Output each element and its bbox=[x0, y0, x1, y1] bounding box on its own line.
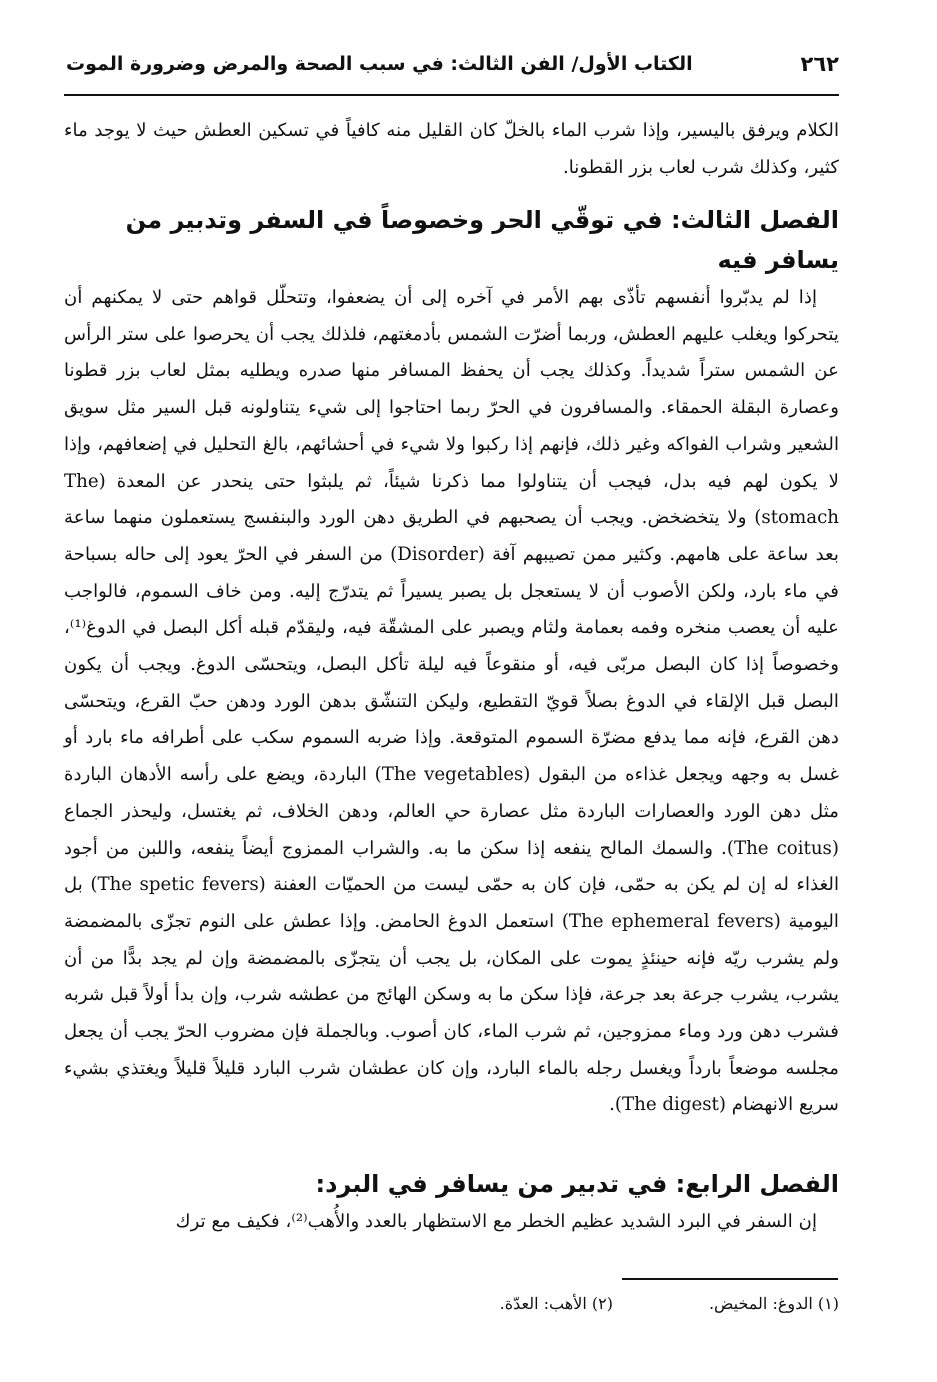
intro-block bbox=[64, 113, 839, 186]
section-4 bbox=[64, 1164, 839, 1241]
section-4-paragraph: إن السفر في البرد الشديد عظيم الخطر مع الاستظهار بالعدد والأُهب⁽²⁾، فكيف مع ترك bbox=[175, 1211, 817, 1232]
footnote-rule bbox=[622, 1278, 838, 1280]
section-3 bbox=[64, 200, 839, 1124]
footnote-2: (٢) الأهب: العدّة. bbox=[499, 1294, 613, 1313]
section-3-paragraph: إذا لم يدبّروا أنفسهم تأذّى بهم الأمر في آخره إلى أن يضعفوا، وتتحلّل قواهم حتى لا يمكنهم أن يتحركوا ويغلب عليهم العطش، وربما أضرّت الشمس بأدمغتهم، فلذلك يجب أن يحرصوا على ستر الرأس عن الشمس ستراً شديداً. وكذلك يجب أن يحفظ المسافر منها صدره ويطليه بمثل لعاب بزر قطونا وعصارة البقلة الحمقاء. والمسافرون في الحرّ ربما احتاجوا إلى شيء يتناولونه قبل السير مثل سويق الشعير وشراب الفواكه وغير ذلك، فإنهم إذا ركبوا ولا شيء في أحشائهم، بالغ التحليل في إضعافهم، وإذا لا يكون لهم فيه بدل، فيجب أن يتناولوا مما ذكرنا شيئاً، ثم يلبثوا حتى ينحدر عن المعدة (The stomach) ولا يتخضخض. ويجب أن يصحبهم في الطريق دهن الورد والبنفسج يستعملون منهما ساعة بعد ساعة على هامهم. وكثير ممن تصيبهم آفة (Disorder) من السفر في الحرّ يعود إلى حاله بسباحة في ماء بارد، ولكن الأصوب أن لا يستعجل بل يصبر يسيراً ثم يتدرّج إليه. ومن خاف السموم، فالواجب عليه أن يعصب منخره وفمه بعمامة ولثام ويصبر على المشقّة فيه، وليقدّم قبله أكل البصل في الدوغ⁽¹⁾، وخصوصاً إذا كان البصل مربّى فيه، أو منقوعاً فيه ليلة تأكل البصل، ويتحسّى الدوغ. ويجب أن يكون البصل قبل الإلقاء في الدوغ بصلاً قويّ التقطيع، وليكن التنشّق بدهن الورد ودهن حبّ القرع، ويتحسّى دهن القرع، فإنه مما يدفع مضرّة السموم المتوقعة. وإذا ضربه السموم سكب على أطرافه ماء بارد أو غسل به وجهه ويجعل غذاءه من البقول (The vegetables) الباردة، ويضع على رأسه الأدهان الباردة مثل دهن الورد والعصارات الباردة مثل عصارة حي العالم، ودهن الخلاف، ثم يغتسل، وليحذر الجماع (The coitus). والسمك المالح ينفعه إذا سكن ما به. والشراب الممزوج أيضاً ينفعه، واللبن من أجود الغذاء له إن لم يكن به حمّى، فإن كان به حمّى ليست من الحميّات العفنة (The spetic fevers) بل اليومية (The ephemeral fevers) استعمل الدوغ الحامض. وإذا عطش على النوم تجزّى بالمضمضة ولم يشرب ريّه فإنه حينئذٍ يموت على المكان، بل يجب أن يتجزّى بالمضمضة وإن لم يجد بدًّا من أن يشرب، يشرب جرعة بعد جرعة، فإذا سكن ما به وسكن الهائج من عطشه شرب، وإن بدأ أولاً قبل شربه فشرب دهن ورد وماء ممزوجين، ثم شرب الماء، كان أصوب. وبالجملة فإن مضروب الحرّ يجب أن يجعل مجلسه موضعاً بارداً ويغسل رجله بالماء البارد، وإن كان عطشان شرب البارد قليلاً قليلاً ويغتذي بشيء سريع الانهضام (The digest). bbox=[64, 287, 839, 1116]
header-rule bbox=[64, 94, 839, 96]
footnotes bbox=[64, 1290, 839, 1318]
running-title: الكتاب الأول/ الفن الثالث: في سبب الصحة والمرض وضرورة الموت bbox=[66, 53, 693, 75]
section-3-heading: الفصل الثالث: في توقّي الحر وخصوصاً في السفر وتدبير من يسافر فيه bbox=[125, 206, 839, 274]
section-4-heading: الفصل الرابع: في تدبير من يسافر في البرد: bbox=[315, 1170, 839, 1198]
page-number: ٢٦٢ bbox=[800, 52, 839, 76]
footnote-1: (١) الدوغ: المخيض. bbox=[708, 1294, 839, 1313]
running-header bbox=[66, 44, 839, 84]
intro-paragraph: الكلام ويرفق باليسير، وإذا شرب الماء بالخلّ كان القليل منه كافياً في تسكين العطش حيث لا يوجد ماء كثير، وكذلك شرب لعاب بزر القطونا. bbox=[64, 120, 839, 178]
